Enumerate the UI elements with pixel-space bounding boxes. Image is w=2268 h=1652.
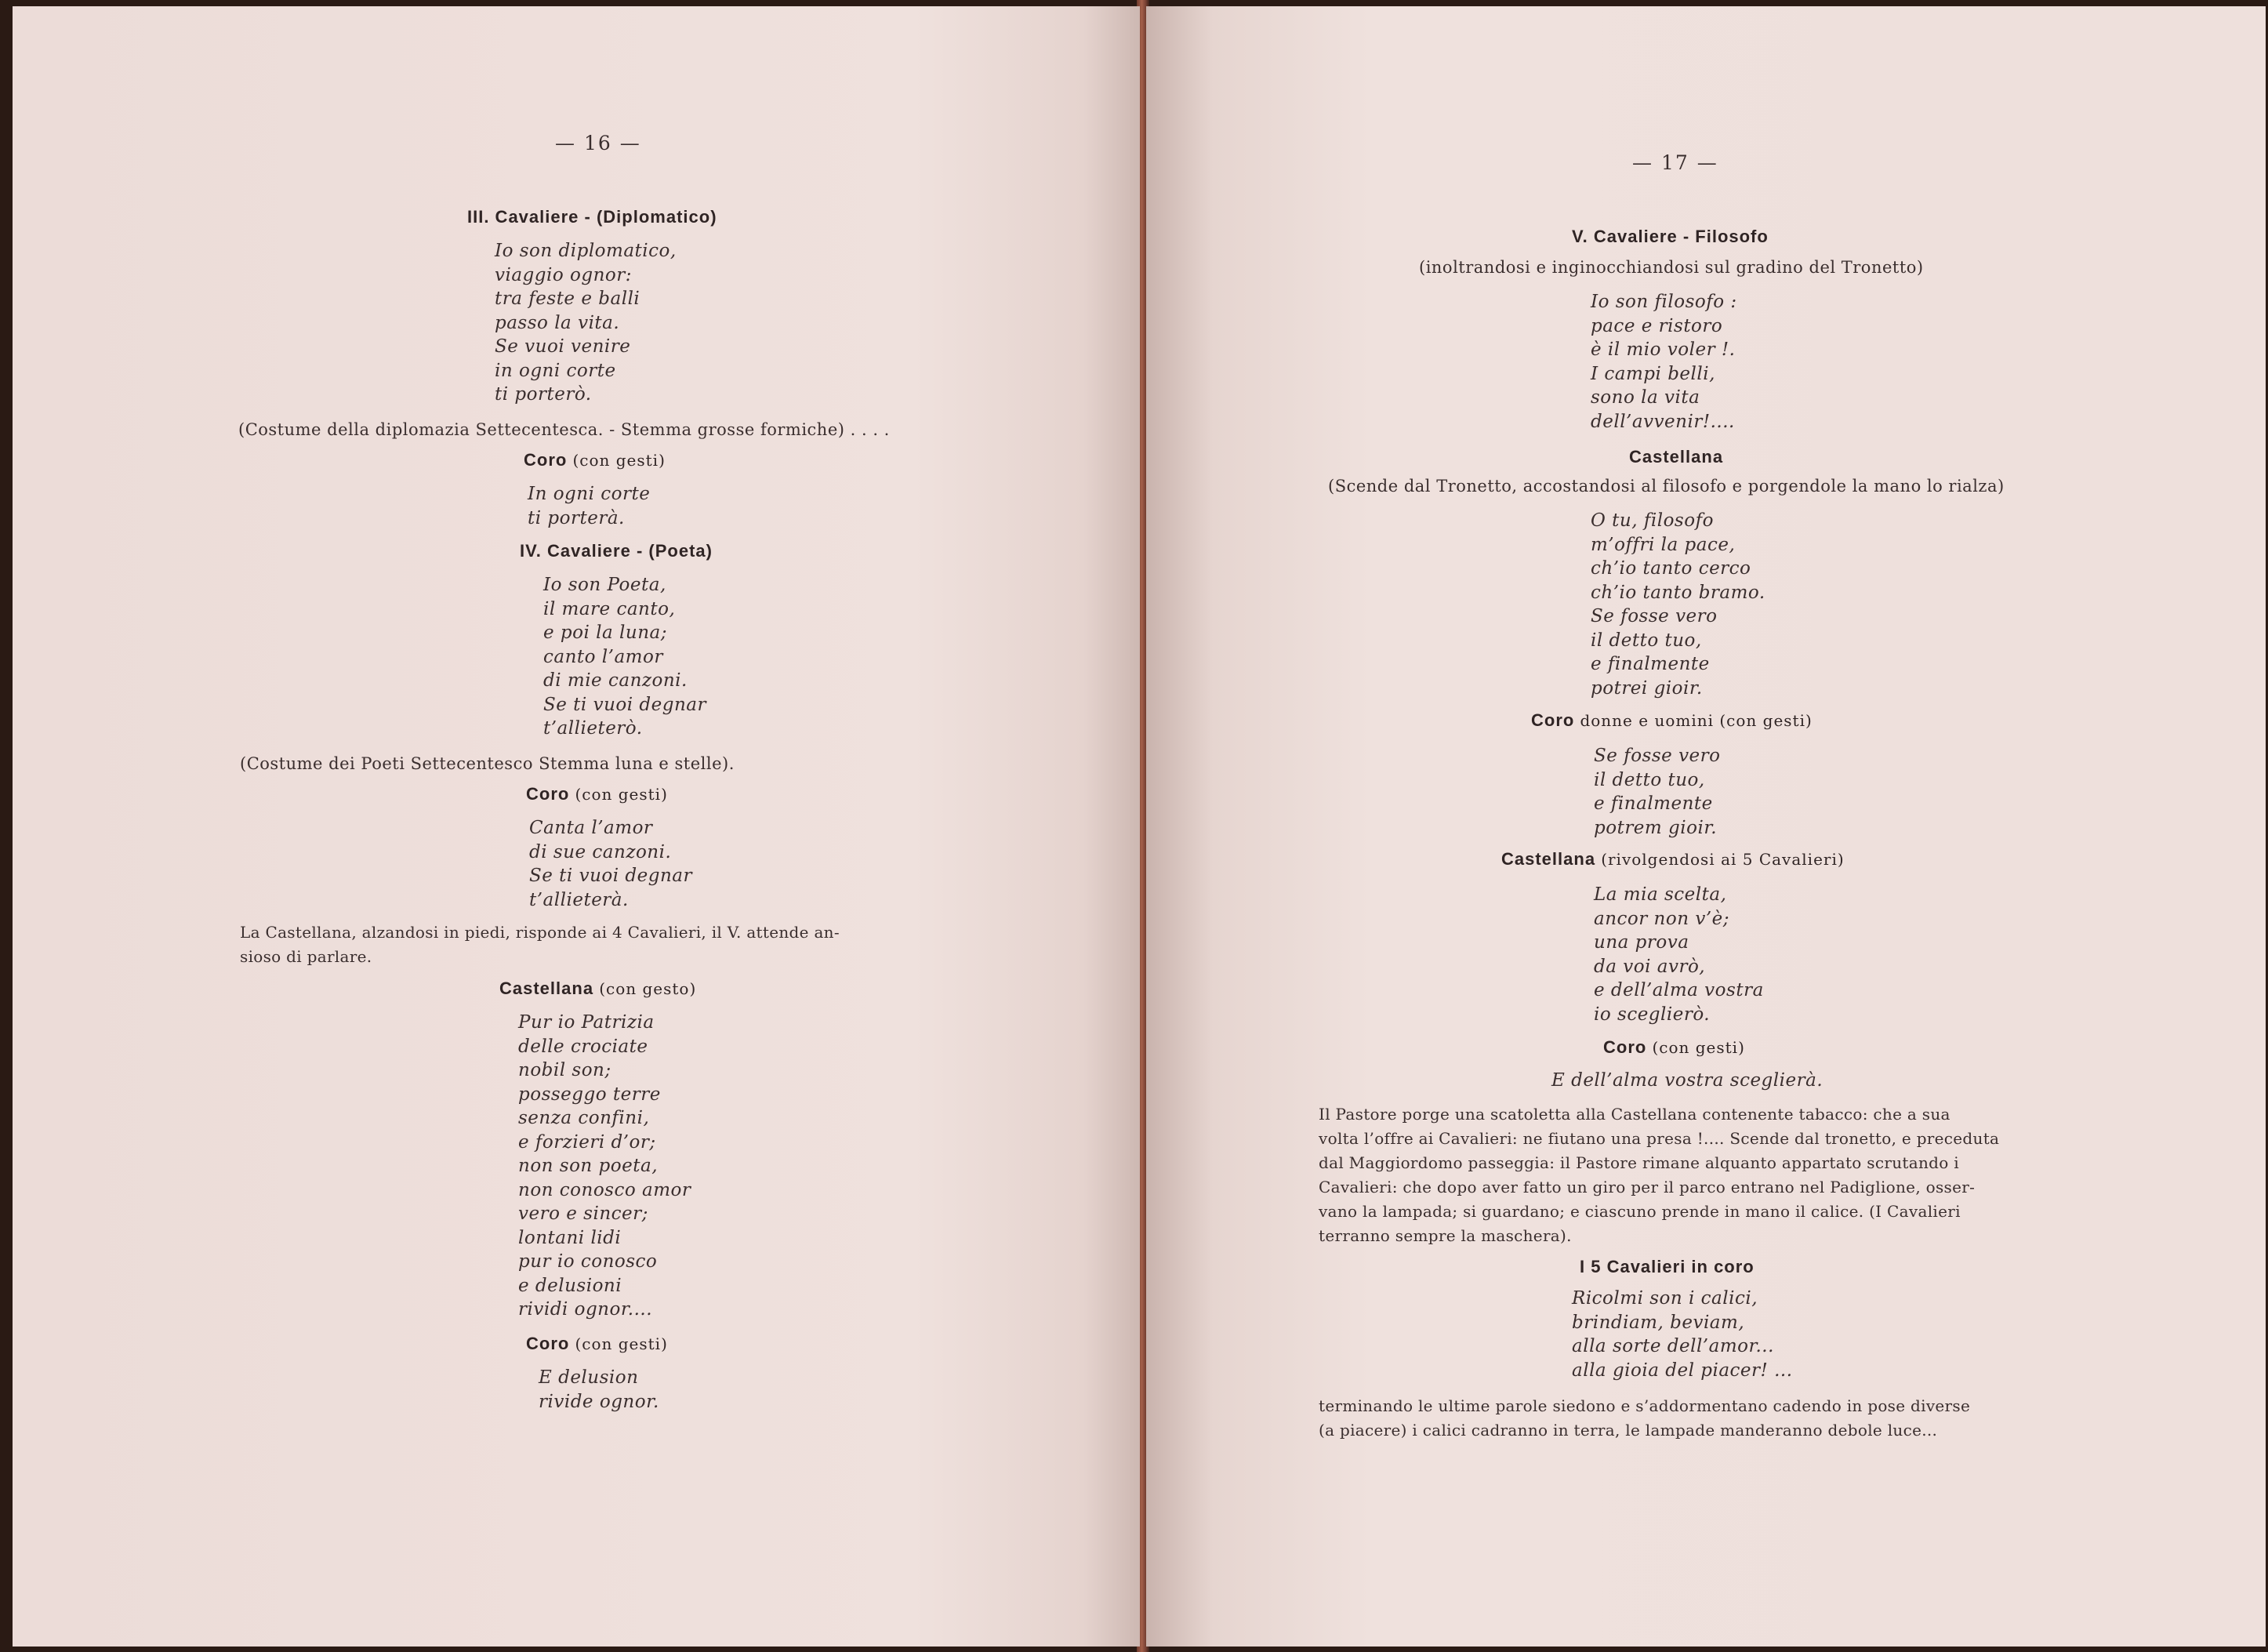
verse-line: brindiam, beviam, <box>1572 1312 1745 1333</box>
verse-line: e finalmente <box>1594 793 1713 814</box>
verse-coro-2 <box>1551 1069 1823 1093</box>
verse-line: La mia scelta, <box>1594 884 1727 905</box>
verse-line: e forzieri d’or; <box>518 1131 656 1153</box>
verse-line: e delusioni <box>518 1275 622 1296</box>
speaker-coro: Coro <box>524 450 568 470</box>
paragraph-line: dal Maggiordomo passeggia: il Pastore rimane alquanto appartato scrutando i <box>1319 1153 1959 1172</box>
verse-line: di mie canzoni. <box>543 670 688 691</box>
narrative-paragraph-1 <box>1319 1102 2038 1248</box>
verse-line: potrei gioir. <box>1591 677 1703 699</box>
verse-cavalieri-coro <box>1572 1287 1793 1382</box>
stage-direction: (con gesto) <box>599 979 697 998</box>
coro-heading-3 <box>526 1334 668 1354</box>
verse-line: I campi belli, <box>1591 363 1715 384</box>
verse-line: in ogni corte <box>495 360 616 381</box>
verse-line: è il mio voler !. <box>1591 339 1736 360</box>
paragraph-line: sioso di parlare. <box>240 947 372 966</box>
verse-line: Se ti vuoi degnar <box>543 694 706 715</box>
verse-line: Io son filosofo : <box>1591 292 1737 312</box>
coro-heading-1 <box>524 450 666 470</box>
costume-note-poeti: (Costume dei Poeti Settecentesco Stemma luna e stelle). <box>240 754 735 773</box>
verse-line: da voi avrò, <box>1594 956 1706 977</box>
verse-line: t’allieterà. <box>529 889 629 910</box>
paragraph-line: terminando le ultime parole siedono e s’addormentano cadendo in pose diverse <box>1319 1396 1971 1415</box>
verse-line: tra feste e balli <box>495 289 640 309</box>
stage-direction-castellana: (Scende dal Tronetto, accostandosi al filosofo e porgendole la mano lo rialza) <box>1328 477 2005 496</box>
page-17 <box>1146 6 2266 1647</box>
speaker-coro: Coro <box>526 784 570 804</box>
verse-line: canto l’amor <box>543 646 663 667</box>
verse-line: e finalmente <box>1591 654 1710 674</box>
speaker-coro: Coro <box>526 1334 570 1353</box>
verse-line: O tu, filosofo <box>1591 510 1714 531</box>
verse-line: e poi la luna; <box>543 623 667 643</box>
verse-line: Io son Poeta, <box>543 575 666 595</box>
coro-heading-2 <box>526 784 668 804</box>
verse-castellana <box>518 1011 691 1322</box>
cavalieri-coro-heading: I 5 Cavalieri in coro <box>1580 1257 1755 1276</box>
stage-direction: donne e uomini (con gesti) <box>1580 711 1813 730</box>
verse-line: pace e ristoro <box>1591 315 1723 336</box>
speaker-coro: Coro <box>1603 1037 1647 1057</box>
coro-heading-2 <box>1603 1037 1745 1058</box>
stage-direction: (con gesti) <box>575 1334 668 1353</box>
castellana-heading-2 <box>1501 849 1845 870</box>
paragraph-line: La Castellana, alzandosi in piedi, risponde ai 4 Cavalieri, il V. attende an- <box>240 923 840 942</box>
verse-line: passo la vita. <box>495 312 620 333</box>
verse-coro-2 <box>529 816 692 912</box>
verse-line: t’allieterò. <box>543 718 643 739</box>
stage-direction: (con gesti) <box>575 785 668 804</box>
paragraph-line: Il Pastore porge una scatoletta alla Castellana contenente tabacco: che a sua <box>1319 1105 1950 1124</box>
verse-line: dell’avvenir!.... <box>1591 411 1735 432</box>
verse-line: di sue canzoni. <box>529 841 672 862</box>
verse-line: ch’io tanto cerco <box>1591 558 1751 579</box>
verse-line: e dell’alma vostra <box>1594 980 1764 1000</box>
verse-line: posseggo terre <box>518 1084 661 1105</box>
verse-line: E delusion <box>539 1367 639 1388</box>
verse-line: il detto tuo, <box>1594 769 1705 790</box>
verse-line: non conosco amor <box>518 1179 691 1200</box>
verse-line: ti porterò. <box>495 384 592 405</box>
paragraph-line: volta l’offre ai Cavalieri: ne fiutano una presa !.... Scende dal tronetto, e preceduta <box>1319 1129 2000 1148</box>
verse-line: ancor non v’è; <box>1594 908 1730 929</box>
stage-direction: (con gesti) <box>1652 1038 1745 1057</box>
verse-castellana-2 <box>1594 883 1764 1026</box>
verse-line: In ogni corte <box>528 484 651 504</box>
verse-line: vero e sincer; <box>518 1204 648 1224</box>
paragraph-line: vano la lampada; si guardano; e ciascuno prende in mano il calice. (I Cavalieri <box>1319 1202 1961 1221</box>
paragraph-line: (a piacere) i calici cadranno in terra, le lampade manderanno debole luce... <box>1319 1421 1938 1440</box>
section-title-diplomatico: III. Cavaliere - (Diplomatico) <box>467 207 717 227</box>
verse-line: sono la vita <box>1591 387 1700 408</box>
paragraph-line: terranno sempre la maschera). <box>1319 1226 1572 1245</box>
verse-line: una prova <box>1594 932 1689 953</box>
page-number: — 16 — <box>555 132 641 154</box>
verse-filosofo <box>1591 290 1737 434</box>
verse-castellana-1 <box>1591 509 1765 700</box>
speaker-castellana: Castellana <box>499 978 594 998</box>
verse-line: potrem gioir. <box>1594 817 1718 838</box>
verse-line: Se ti vuoi degnar <box>529 866 692 886</box>
verse-line: Se vuoi venire <box>495 336 631 357</box>
stage-direction: (con gesti) <box>572 451 666 470</box>
page-number: — 17 — <box>1632 151 1718 174</box>
castellana-heading-1: Castellana <box>1629 447 1724 467</box>
narrative-paragraph <box>240 920 930 969</box>
verse-line: alla gioia del piacer! ... <box>1572 1360 1793 1381</box>
verse-line: rivide ognor. <box>539 1391 659 1412</box>
verse-line: pur io conosco <box>518 1251 658 1272</box>
verse-line: E dell’alma vostra sceglierà. <box>1551 1070 1823 1091</box>
verse-diplomatico <box>495 239 677 407</box>
verse-line: io sceglierò. <box>1594 1004 1711 1025</box>
section-title-poeta: IV. Cavaliere - (Poeta) <box>520 541 713 561</box>
stage-direction: (rivolgendosi ai 5 Cavalieri) <box>1601 850 1845 869</box>
page-16 <box>13 6 1140 1647</box>
verse-line: il detto tuo, <box>1591 630 1702 651</box>
verse-line: Se fosse vero <box>1594 746 1721 766</box>
verse-line: Canta l’amor <box>529 818 653 838</box>
verse-line: rividi ognor.... <box>518 1299 653 1320</box>
verse-coro-1 <box>528 482 650 530</box>
verse-line: ch’io tanto bramo. <box>1591 582 1765 603</box>
verse-line: alla sorte dell’amor... <box>1572 1336 1774 1356</box>
verse-poeta <box>543 573 706 741</box>
verse-line: il mare canto, <box>543 598 676 619</box>
verse-line: Io son diplomatico, <box>495 241 677 261</box>
verse-line: Ricolmi son i calici, <box>1572 1288 1758 1309</box>
verse-line: delle crociate <box>518 1036 648 1057</box>
castellana-heading <box>499 978 696 999</box>
verse-line: nobil son; <box>518 1060 611 1080</box>
verse-coro-3 <box>539 1366 659 1414</box>
speaker-coro: Coro <box>1531 710 1575 730</box>
verse-line: ti porterà. <box>528 507 625 528</box>
verse-line: Se fosse vero <box>1591 606 1718 626</box>
verse-line: viaggio ognor: <box>495 264 632 285</box>
narrative-paragraph-2 <box>1319 1394 2038 1443</box>
verse-line: Pur io Patrizia <box>518 1012 655 1033</box>
coro-heading-1 <box>1531 710 1813 731</box>
verse-coro-1 <box>1594 744 1721 840</box>
stage-direction-filosofo: (inoltrandosi e inginocchiandosi sul gradino del Tronetto) <box>1419 258 1924 277</box>
costume-note-diplomazia: (Costume della diplomazia Settecentesca. - Stemma grosse formiche) . . . . <box>238 420 890 439</box>
section-title-filosofo: V. Cavaliere - Filosofo <box>1572 227 1769 246</box>
paragraph-line: Cavalieri: che dopo aver fatto un giro per il parco entrano nel Padiglione, osser- <box>1319 1178 1976 1196</box>
speaker-castellana: Castellana <box>1501 849 1596 869</box>
verse-line: senza confini, <box>518 1108 650 1128</box>
verse-line: non son poeta, <box>518 1156 659 1176</box>
verse-line: lontani lidi <box>518 1227 622 1248</box>
verse-line: m’offri la pace, <box>1591 534 1736 555</box>
